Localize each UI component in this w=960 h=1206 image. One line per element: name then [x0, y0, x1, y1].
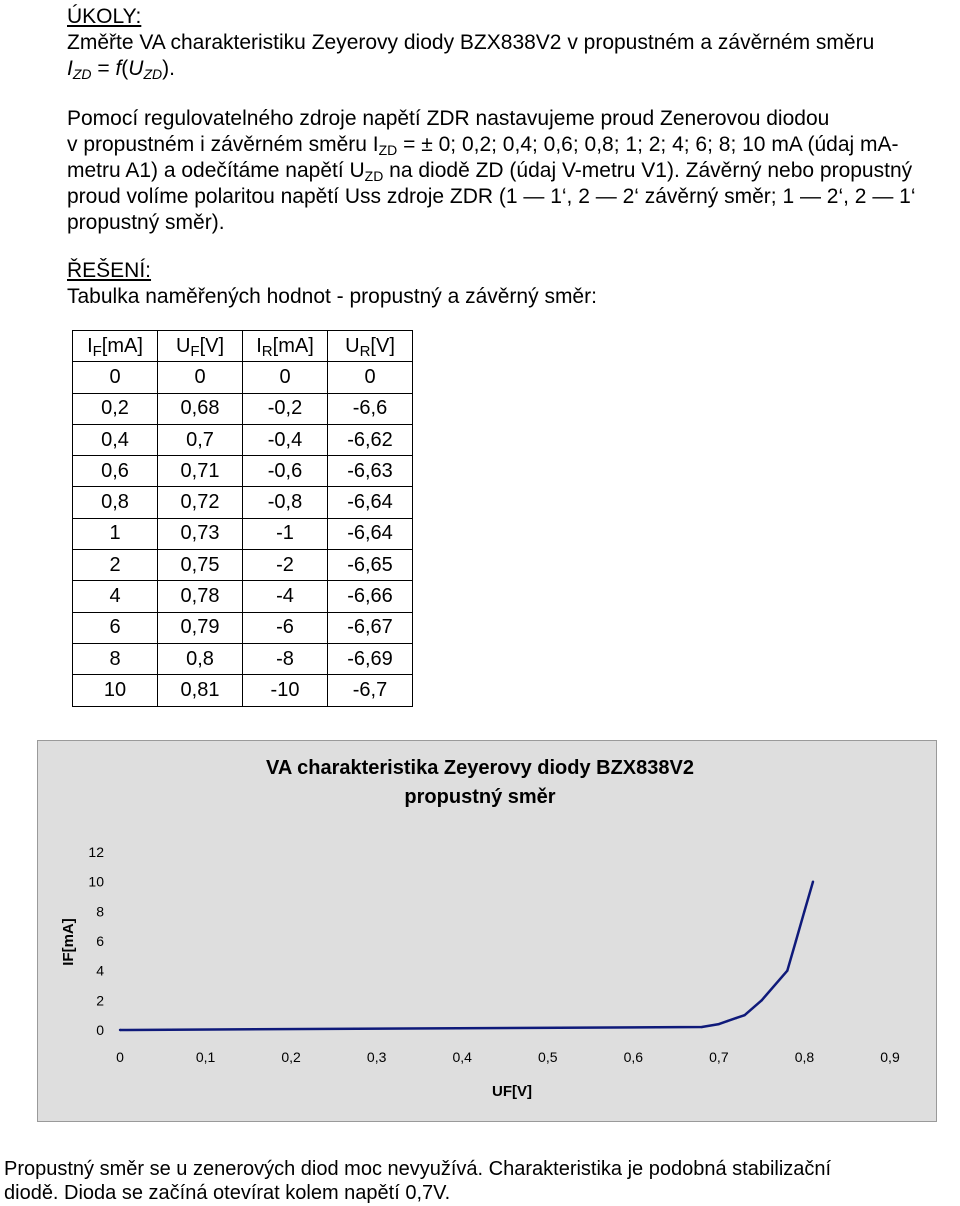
table-cell: 0: [243, 362, 328, 393]
table-cell: -1: [243, 518, 328, 549]
table-cell: -2: [243, 550, 328, 581]
table-cell: 2: [73, 550, 158, 581]
data-point: [786, 969, 788, 971]
solution-subtitle: Tabulka naměřených hodnot - propustný a závěrný směr:: [67, 285, 597, 308]
table-cell: -0,6: [243, 456, 328, 487]
header-ir: $I_R[mA]$: [243, 331, 328, 362]
x-tick-label: 0,1: [195, 1049, 216, 1065]
table-cell: 0,8: [158, 643, 243, 674]
chart-title: VA charakteristika Zeyerovy diody BZX838V2: [266, 757, 694, 779]
table-cell: 0,8: [73, 487, 158, 518]
x-tick-label: 0,9: [880, 1049, 900, 1065]
y-axis-label: IF[mA]: [60, 918, 77, 966]
header-if: $I_F[mA]$: [73, 331, 158, 362]
method-line-5: propustný směr).: [67, 211, 225, 234]
data-point: [803, 910, 805, 912]
table-cell: 0,73: [158, 518, 243, 549]
method-line-3: metru A1) a odečítáme napětí $U_{ZD}$ na diodě ZD (údaj V-metru V1). Závěrný nebo propustný: [67, 159, 913, 184]
x-tick-label: 0,2: [281, 1049, 301, 1065]
footer-line-1: Propustný směr se u zenerových diod moc nevyužívá. Charakteristika je podobná stabilizační: [4, 1158, 832, 1180]
table-cell: -6,63: [328, 456, 413, 487]
solution-heading: ŘEŠENÍ:: [67, 259, 152, 282]
table-cell: 0,71: [158, 456, 243, 487]
table-cell: 10: [73, 675, 158, 706]
table-cell: -6,64: [328, 518, 413, 549]
table-cell: -0,8: [243, 487, 328, 518]
y-tick-label: 8: [96, 903, 104, 920]
table-cell: 1: [73, 518, 158, 549]
data-point: [726, 1020, 728, 1022]
task-formula: $I_{ZD} = f(U_{ZD})$.: [67, 57, 175, 82]
method-line-2: v propustném i závěrném směru $I_{ZD}$ = ± 0; 0,2; 0,4; 0,6; 0,8; 1; 2; 4; 6; 8; 10 mA (údaj mA-: [67, 133, 899, 158]
data-point: [795, 940, 797, 942]
data-point: [743, 1014, 745, 1016]
data-point: [718, 1023, 720, 1025]
table-cell: 0: [328, 362, 413, 393]
x-tick-label: 0,3: [366, 1049, 387, 1065]
x-axis-label: UF[V]: [492, 1083, 532, 1100]
table-cell: -6,67: [328, 612, 413, 643]
table-cell: 0,79: [158, 612, 243, 643]
data-point: [119, 1029, 121, 1031]
y-tick-label: 12: [88, 844, 104, 860]
table-cell: 0,7: [158, 424, 243, 455]
x-tick-label: 0,5: [538, 1049, 558, 1065]
table-cell: 0,72: [158, 487, 243, 518]
table-cell: -0,4: [243, 424, 328, 455]
data-point: [812, 880, 814, 882]
table-cell: 6: [73, 612, 158, 643]
table-cell: -6: [243, 612, 328, 643]
method-line-1: Pomocí regulovatelného zdroje napětí ZDR nastavujeme proud Zenerovou diodou: [67, 107, 830, 130]
chart-subtitle: propustný směr: [404, 786, 556, 808]
table-cell: -10: [243, 675, 328, 706]
table-cell: 8: [73, 643, 158, 674]
x-tick-label: 0,7: [709, 1049, 729, 1065]
table-cell: 0,4: [73, 424, 158, 455]
table-cell: 0,75: [158, 550, 243, 581]
table-cell: -8: [243, 643, 328, 674]
data-point: [701, 1026, 703, 1028]
task-description: Změřte VA charakteristiku Zeyerovy diody BZX838V2 v propustném a závěrném směru: [67, 31, 875, 54]
table-cell: -6,62: [328, 424, 413, 455]
header-uf: $U_F[V]$: [158, 331, 243, 362]
task-heading: ÚKOLY:: [67, 5, 142, 28]
table-cell: -6,69: [328, 643, 413, 674]
table-cell: 0,2: [73, 393, 158, 424]
table-cell: 0: [73, 362, 158, 393]
footer-line-2: diodě. Dioda se začíná otevírat kolem napětí 0,7V.: [4, 1182, 451, 1204]
table-cell: 0,6: [73, 456, 158, 487]
y-tick-label: 2: [96, 992, 104, 1009]
y-tick-label: 0: [96, 1022, 104, 1038]
series-line: [120, 882, 813, 1030]
x-tick-label: 0,4: [452, 1049, 472, 1065]
table-cell: -6,6: [328, 393, 413, 424]
table-cell: 4: [73, 581, 158, 612]
table-cell: -0,2: [243, 393, 328, 424]
table-cell: -6,65: [328, 550, 413, 581]
x-tick-label: 0,6: [623, 1049, 644, 1065]
y-tick-label: 6: [96, 933, 104, 949]
table-cell: -6,66: [328, 581, 413, 612]
y-tick-label: 4: [96, 962, 104, 979]
header-ur: $U_R[V]$: [328, 331, 413, 362]
x-tick-label: 0: [116, 1049, 124, 1065]
table-cell: 0,81: [158, 675, 243, 706]
table-cell: 0,78: [158, 581, 243, 612]
table-cell: -6,7: [328, 675, 413, 706]
x-tick-label: 0,8: [794, 1049, 815, 1065]
y-tick-label: 10: [88, 873, 104, 890]
table-cell: 0,68: [158, 393, 243, 424]
data-point: [735, 1017, 737, 1019]
data-point: [760, 999, 762, 1001]
table-cell: 0: [158, 362, 243, 393]
table-cell: -6,64: [328, 487, 413, 518]
method-line-4: proud volíme polaritou napětí Uss zdroje ZDR (1 — 1‘, 2 — 2‘ závěrný směr; 1 — 2‘, 2 — 1‘: [67, 185, 916, 208]
table-cell: -4: [243, 581, 328, 612]
